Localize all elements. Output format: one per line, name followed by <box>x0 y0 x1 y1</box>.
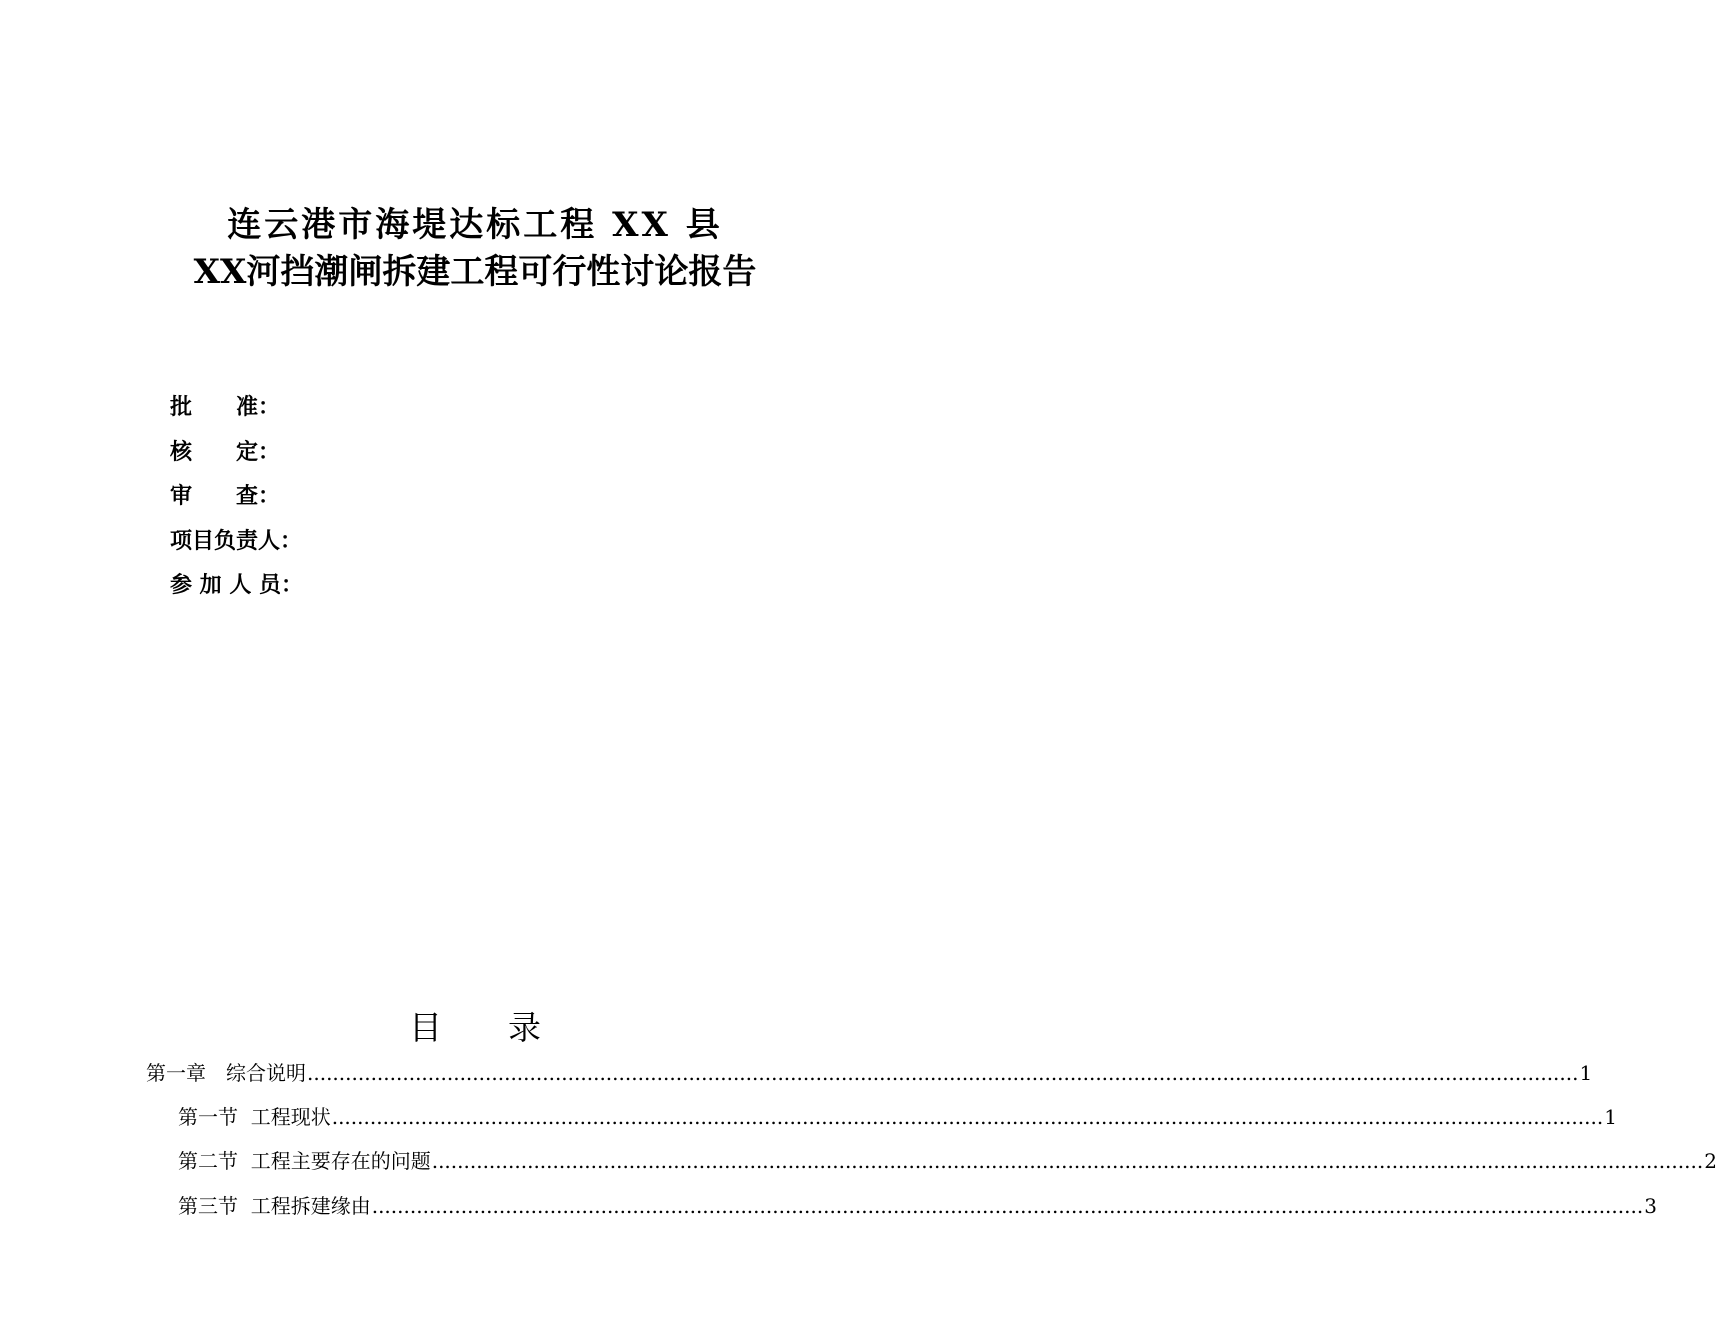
toc-page-number: 2 <box>1704 1149 1717 1173</box>
toc-entry-label: 第一章 综合说明 <box>146 1061 306 1085</box>
report-title-line-1: 连云港市海堤达标工程 XX 县 <box>227 205 723 245</box>
verified-by-label: 核 定： <box>170 439 281 465</box>
toc-page-number: 3 <box>1644 1194 1657 1218</box>
toc-entry-label: 第一节 工程现状 <box>178 1105 331 1129</box>
report-title-line-2: XX河挡潮闸拆建工程可行性讨论报告 <box>193 252 757 292</box>
toc-page-number: 1 <box>1579 1061 1593 1085</box>
toc-page-number: 1 <box>1604 1105 1617 1129</box>
toc-dot-leader: ........................................................................................................................................................................................................ <box>307 1061 1579 1085</box>
participants-label: 参 加 人 员： <box>170 572 303 598</box>
reviewed-by-label: 审 查： <box>170 483 281 509</box>
toc-entry-label: 第二节 工程主要存在的问题 <box>178 1149 431 1173</box>
toc-entry-label: 第三节 工程拆建缘由 <box>178 1194 371 1218</box>
approved-by-label: 批 准： <box>170 394 281 420</box>
toc-dot-leader: ........................................................................................................................................................................................................ <box>331 1105 1604 1129</box>
toc-dot-leader: ........................................................................................................................................................................................................ <box>371 1194 1644 1218</box>
toc-dot-leader: ........................................................................................................................................................................................................ <box>431 1149 1704 1173</box>
toc-entry[interactable] <box>178 1147 1717 1175</box>
toc-heading: 目 录 <box>409 1008 541 1047</box>
toc-entry[interactable] <box>178 1192 1657 1220</box>
project-lead-label: 项目负责人： <box>170 528 303 554</box>
toc-entry[interactable] <box>178 1103 1617 1131</box>
toc-entry[interactable] <box>146 1059 1593 1087</box>
